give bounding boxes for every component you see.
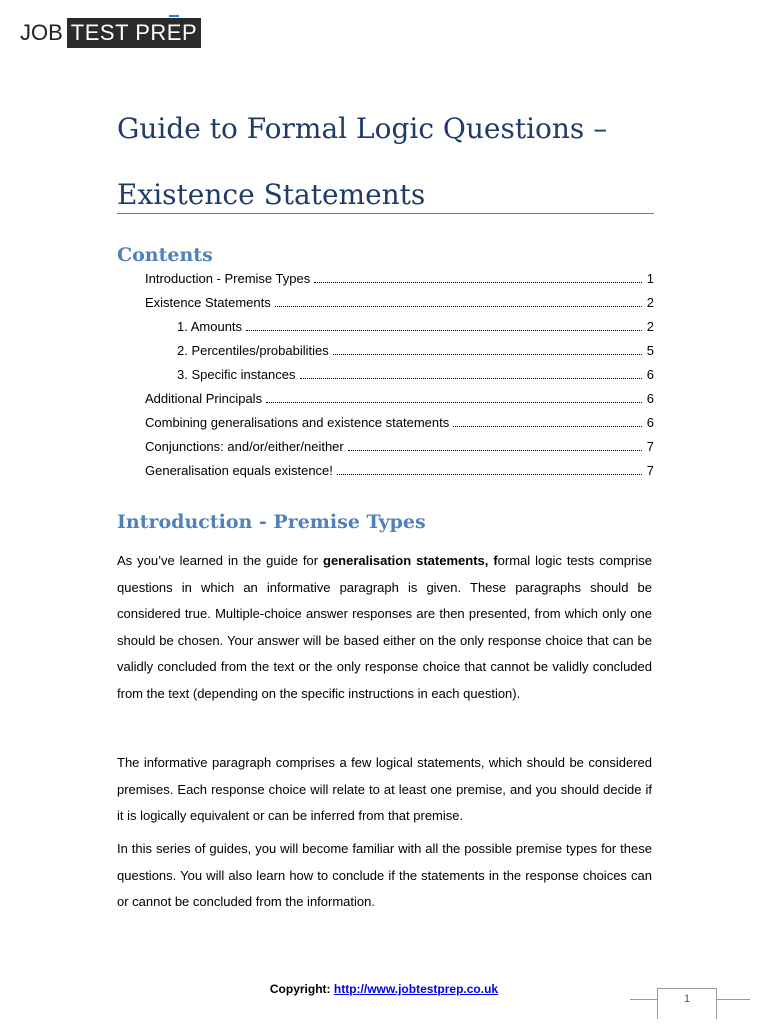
document-title-line1: Guide to Formal Logic Questions – <box>117 112 608 145</box>
toc-entry-title: 2. Percentiles/probabilities <box>177 343 329 358</box>
toc-entry[interactable] <box>117 411 654 435</box>
website-link[interactable]: http://www.jobtestprep.co.uk <box>333 982 499 996</box>
toc-entry[interactable] <box>117 339 654 363</box>
logo-testprep-text: TEST PREP <box>67 18 201 48</box>
toc-entry[interactable] <box>117 459 654 483</box>
contents-heading: Contents <box>117 244 213 266</box>
toc-entry[interactable] <box>117 291 654 315</box>
body-paragraph-2: The informative paragraph comprises a few logical statements, which should be considered premises. Each response choice will relate to at least one premise, and you should decide if it is logically equivalent or can be inferred from that premise. <box>117 755 652 823</box>
toc-entry-page: 1 <box>646 271 654 286</box>
toc-entry-page: 2 <box>646 319 654 334</box>
toc-entry[interactable] <box>117 315 654 339</box>
bold-phrase: generalisation statements, f <box>323 553 498 568</box>
toc-entry-title: Additional Principals <box>145 391 263 406</box>
body-paragraph-3: In this series of guides, you will become familiar with all the possible premise types for these questions. You will also learn how to conclude if the statements in the response choices can or cannot be concluded from the information. <box>117 841 652 909</box>
table-of-contents <box>117 267 654 483</box>
toc-entry-title: Conjunctions: and/or/either/neither <box>145 439 344 454</box>
toc-entry-page: 6 <box>646 367 654 382</box>
toc-entry[interactable] <box>117 435 654 459</box>
copyright-footer <box>0 982 768 996</box>
title-underline <box>117 213 654 214</box>
toc-entry[interactable] <box>117 387 654 411</box>
toc-entry-title: Combining generalisations and existence statements <box>145 415 450 430</box>
toc-entry-page: 7 <box>646 463 654 478</box>
document-title-line2: Existence Statements <box>117 178 426 211</box>
logo-job-text: JOB <box>20 20 63 45</box>
toc-entry-title: 1. Amounts <box>177 319 243 334</box>
toc-entry[interactable] <box>117 267 654 291</box>
toc-entry-page: 7 <box>646 439 654 454</box>
page-number: 1 <box>657 988 717 1019</box>
body-paragraph-1: As you’ve learned in the guide for generalisation statements, formal logic tests comprise questions in which an informative paragraph is given. These paragraphs should be considered true. Multiple-choice answer responses are then presented, from which only one should be chosen. Your answer will be based either on the only response choice that can be validly concluded from the text or the only response choice that cannot be validly concluded from the text (depending on the specific instructions in each question). <box>117 553 652 701</box>
toc-entry-page: 5 <box>646 343 654 358</box>
toc-entry-title: 3. Specific instances <box>177 367 296 382</box>
toc-entry-page: 6 <box>646 391 654 406</box>
toc-entry-title: Introduction - Premise Types <box>145 271 311 286</box>
toc-entry[interactable] <box>117 363 654 387</box>
toc-entry-page: 2 <box>646 295 654 310</box>
copyright-label: Copyright: <box>269 982 334 996</box>
jobtestprep-logo <box>20 18 201 48</box>
toc-entry-page: 6 <box>646 415 654 430</box>
toc-entry-title: Generalisation equals existence! <box>145 463 333 478</box>
toc-entry-title: Existence Statements <box>145 295 271 310</box>
section-heading: Introduction - Premise Types <box>117 511 426 533</box>
